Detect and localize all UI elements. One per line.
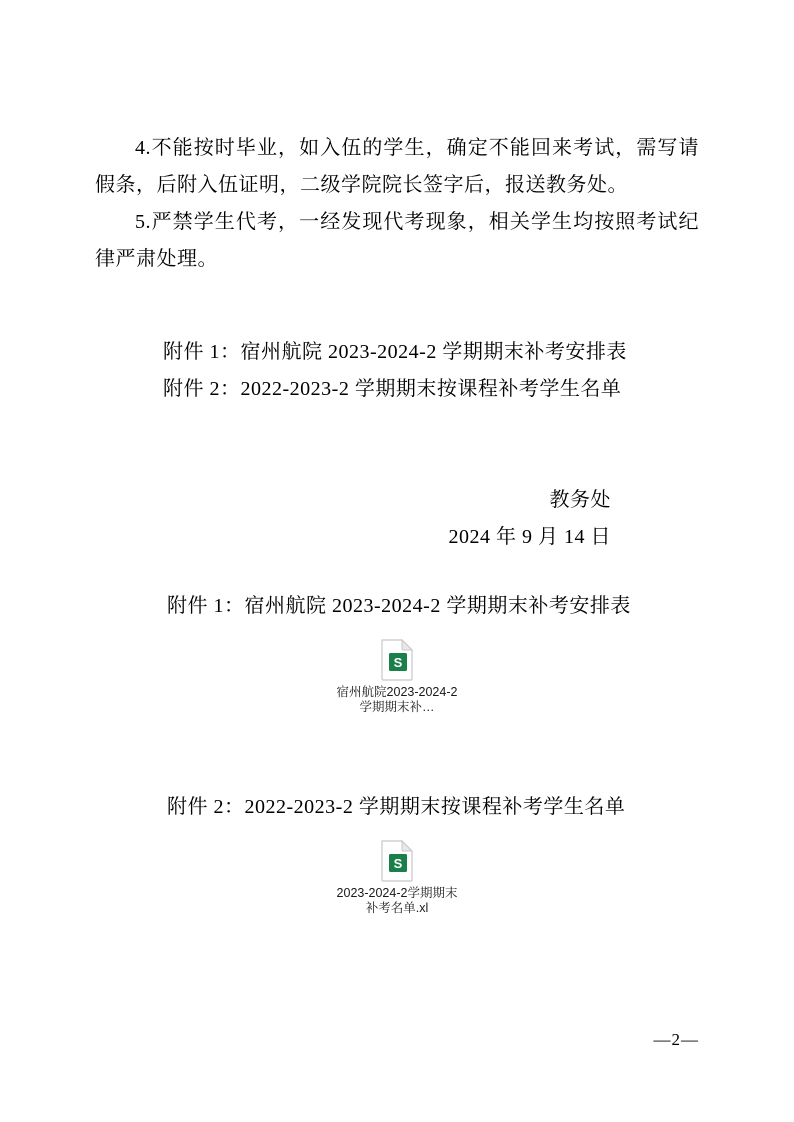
signature-block [95, 482, 699, 556]
paragraph-4: 4.不能按时毕业，如入伍的学生，确定不能回来考试，需写请假条，后附入伍证明，二级学院院长签字后，报送教务处。 [95, 137, 699, 196]
excel-file-icon[interactable] [380, 840, 414, 882]
spacer [95, 278, 699, 334]
spacer [95, 408, 699, 464]
spacer [95, 771, 699, 789]
spacer [95, 556, 699, 588]
attachment-list-item-1: 附件 1：宿州航院 2023-2024-2 学期期末补考安排表 [163, 341, 627, 363]
paragraph-5: 5.严禁学生代考，一经发现代考现象，相关学生均按照考试纪律严肃处理。 [95, 211, 699, 270]
attachment-1-heading: 附件 1：宿州航院 2023-2024-2 学期期末补考安排表 [167, 595, 631, 617]
attachment-2-file[interactable] [95, 840, 699, 916]
signature-date: 2024 年 9 月 14 日 [448, 526, 611, 548]
attachment-2-filename: 2023-2024-2学期期末补考名单.xl [336, 886, 458, 915]
attachment-1-filename: 宿州航院2023-2024-2学期期末补… [336, 685, 458, 714]
attachment-1-file[interactable] [95, 639, 699, 715]
attachment-list-item-2: 附件 2：2022-2023-2 学期期末按课程补考学生名单 [163, 378, 622, 400]
spacer [95, 715, 699, 771]
svg-text:S: S [393, 655, 403, 670]
page-number: —2— [653, 1030, 699, 1049]
signature-department: 教务处 [549, 489, 611, 511]
excel-file-icon[interactable] [380, 639, 414, 681]
spacer [95, 464, 699, 482]
svg-text:S: S [393, 856, 403, 871]
attachment-2-heading: 附件 2：2022-2023-2 学期期末按课程补考学生名单 [167, 796, 626, 818]
